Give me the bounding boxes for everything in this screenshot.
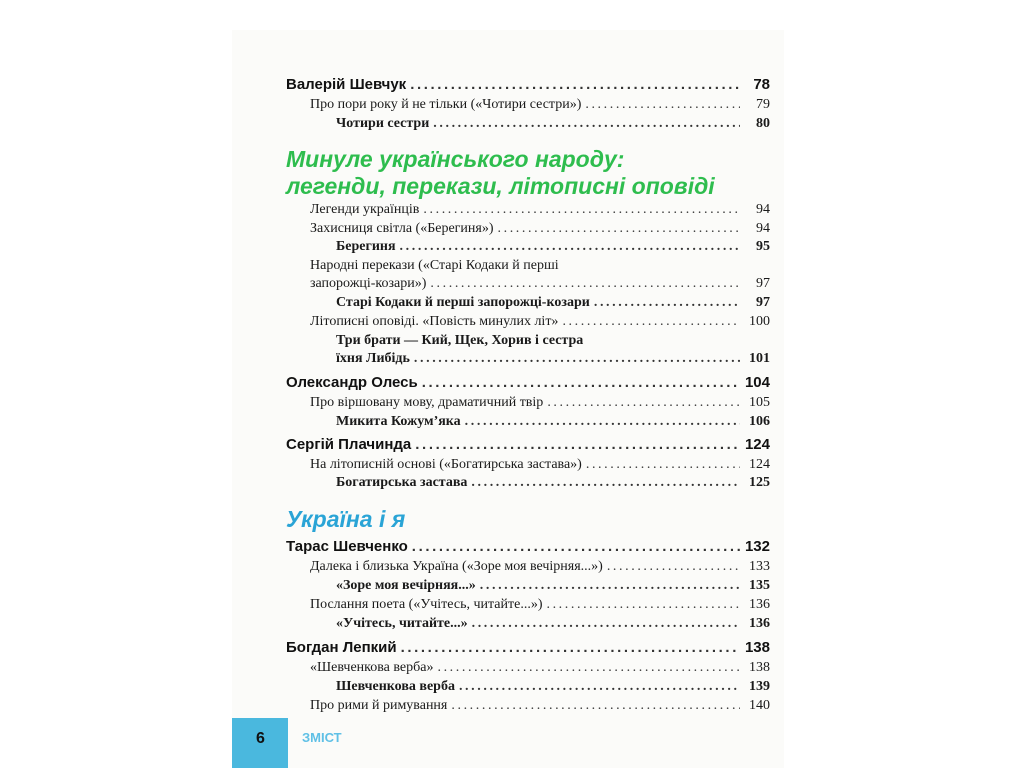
- toc-author-oles[interactable]: [286, 374, 770, 391]
- dot-leader: [594, 294, 740, 311]
- toc-page-number: 97: [756, 295, 770, 310]
- dot-leader: [437, 659, 740, 676]
- dot-leader: [459, 678, 740, 695]
- toc-work-title: Старі Кодаки й перші запорожці-козари: [336, 295, 590, 310]
- toc-page-number: 136: [749, 597, 770, 612]
- toc-entry[interactable]: [310, 313, 770, 330]
- toc-entry-title: Про рими й римування: [310, 698, 448, 713]
- toc-author-name: Сергій Плачинда: [286, 436, 412, 453]
- toc-entry-title: Про пори року й не тільки («Чотири сестри»): [310, 97, 582, 112]
- toc-page-number: 104: [744, 374, 770, 391]
- toc-entry-title: Літописні оповіді. «Повість минулих літ»: [310, 314, 559, 329]
- toc-author-shevchenko[interactable]: [286, 538, 770, 555]
- dot-leader: [433, 115, 740, 132]
- toc-author-plachynda[interactable]: [286, 436, 770, 453]
- section-title-ukraine: Україна і я: [286, 506, 406, 532]
- dot-leader: [430, 275, 740, 292]
- toc-page-number: 124: [749, 457, 770, 472]
- toc-entry-title-line2: запорожці-козари»): [310, 276, 427, 291]
- toc-entry[interactable]: [310, 456, 770, 473]
- toc-work-title: Чотири сестри: [336, 116, 430, 131]
- toc-work[interactable]: [336, 413, 770, 430]
- toc-entry[interactable]: [310, 220, 770, 237]
- toc-work-title: «Учітесь, читайте...»: [336, 616, 468, 631]
- toc-entry[interactable]: [310, 697, 770, 714]
- toc-page-number: 79: [756, 97, 770, 112]
- toc-page-number: 94: [756, 221, 770, 236]
- toc-page-number: 95: [756, 239, 770, 254]
- toc-page-number: 135: [749, 578, 770, 593]
- dot-leader: [471, 474, 740, 491]
- toc-entry-title: Легенди українців: [310, 202, 420, 217]
- dot-leader: [480, 577, 740, 594]
- toc-page-number: 140: [749, 698, 770, 713]
- dot-leader: [607, 558, 740, 575]
- footer-section-label: ЗМІСТ: [302, 730, 342, 745]
- toc-work-title: «Зоре моя вечірняя...»: [336, 578, 476, 593]
- toc-work-title-line1: Три брати — Кий, Щек, Хорив і сестра: [336, 333, 584, 348]
- toc-entry-title-line1: Народні перекази («Старі Кодаки й перші: [310, 258, 559, 273]
- toc-author-name: Тарас Шевченко: [286, 538, 408, 555]
- toc-entry[interactable]: [310, 558, 770, 575]
- dot-leader: [415, 436, 740, 453]
- dot-leader: [400, 238, 740, 255]
- toc-work[interactable]: [336, 577, 770, 594]
- toc-author-name: Богдан Лепкий: [286, 639, 397, 656]
- dot-leader: [401, 639, 740, 656]
- toc-entry[interactable]: [310, 275, 770, 292]
- dot-leader: [423, 201, 740, 218]
- toc-work[interactable]: [336, 474, 770, 491]
- toc-page-number: 105: [749, 395, 770, 410]
- toc-page-number: 100: [749, 314, 770, 329]
- toc-work-title: Берегиня: [336, 239, 396, 254]
- toc-page-number: 97: [756, 276, 770, 291]
- toc-entry[interactable]: [310, 659, 770, 676]
- toc-entry-title: «Шевченкова верба»: [310, 660, 434, 675]
- toc-page-number: 101: [749, 351, 770, 366]
- dot-leader: [585, 96, 740, 113]
- toc-entry[interactable]: [310, 596, 770, 613]
- toc-page-number: 132: [744, 538, 770, 555]
- dot-leader: [465, 413, 740, 430]
- toc-entry-title: Послання поета («Учітесь, читайте...»): [310, 597, 543, 612]
- toc-page-number: 94: [756, 202, 770, 217]
- toc-page-number: 106: [749, 414, 770, 429]
- toc-page-number: 136: [749, 616, 770, 631]
- toc-entry-title: Захисниця світла («Берегиня»): [310, 221, 494, 236]
- toc-page-number: 80: [756, 116, 770, 131]
- toc-work[interactable]: [336, 615, 770, 632]
- toc-page-number: 139: [749, 679, 770, 694]
- page-number: 6: [256, 730, 265, 747]
- dot-leader: [422, 374, 740, 391]
- toc-entry-title: Про віршовану мову, драматичний твір: [310, 395, 544, 410]
- toc-author-name: Олександр Олесь: [286, 374, 418, 391]
- toc-entry[interactable]: [310, 201, 770, 218]
- toc-work-title: Микита Кожум’яка: [336, 414, 461, 429]
- toc-page-number: 78: [753, 76, 770, 93]
- toc-work-title: Богатирська застава: [336, 475, 468, 490]
- toc-work[interactable]: [336, 238, 770, 255]
- toc-author-lepkyi[interactable]: [286, 639, 770, 656]
- toc-work[interactable]: [336, 294, 770, 311]
- dot-leader: [451, 697, 740, 714]
- toc-page-number: 133: [749, 559, 770, 574]
- book-page: [232, 30, 784, 768]
- toc-author-shevchuk[interactable]: [286, 76, 770, 93]
- toc-work-title: Шевченкова верба: [336, 679, 455, 694]
- toc-work[interactable]: [336, 678, 770, 695]
- dot-leader: [498, 220, 741, 237]
- dot-leader: [412, 538, 740, 555]
- section-title-line1: Минуле українського народу:: [286, 146, 625, 172]
- toc-entry[interactable]: [310, 96, 770, 113]
- toc-author-name: Валерій Шевчук: [286, 76, 407, 93]
- toc-page-number: 125: [749, 475, 770, 490]
- toc-work[interactable]: [336, 350, 770, 367]
- dot-leader: [472, 615, 740, 632]
- toc-page-number: 124: [744, 436, 770, 453]
- dot-leader: [586, 456, 740, 473]
- toc-entry-title: Далека і близька Україна («Зоре моя вечірняя...»): [310, 559, 603, 574]
- dot-leader: [410, 76, 740, 93]
- toc-entry-title: На літописній основі («Богатирська застава»): [310, 457, 582, 472]
- dot-leader: [547, 394, 740, 411]
- toc-work[interactable]: [336, 115, 770, 132]
- dot-leader: [562, 313, 740, 330]
- dot-leader: [546, 596, 740, 613]
- section-title-line2: легенди, перекази, літописні оповіді: [286, 173, 715, 199]
- toc-page-number: 138: [744, 639, 770, 656]
- toc-entry[interactable]: [310, 394, 770, 411]
- toc-page-number: 138: [749, 660, 770, 675]
- dot-leader: [414, 350, 740, 367]
- toc-work-title-line2: їхня Либідь: [336, 351, 410, 366]
